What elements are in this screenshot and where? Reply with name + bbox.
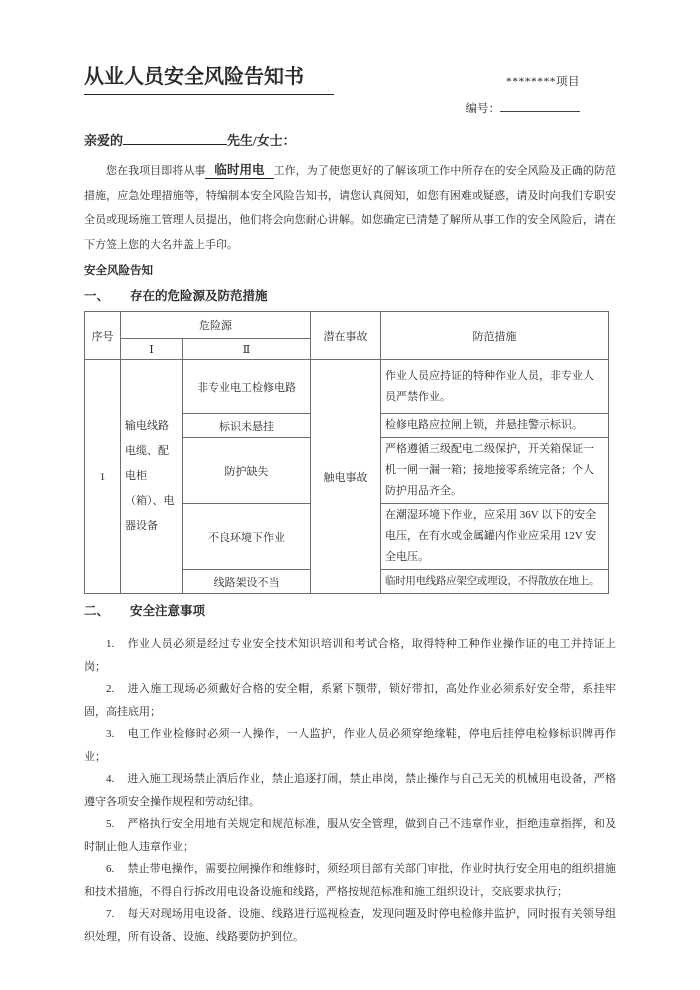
section2-title: 安全注意事项 <box>130 604 206 618</box>
table-header-row-1 <box>85 312 609 339</box>
col-header-hazard-ii: Ⅱ <box>183 339 311 360</box>
list-item <box>84 723 616 768</box>
item-number: 4. <box>106 773 115 785</box>
list-item <box>84 858 616 903</box>
safety-notes-list <box>84 633 616 948</box>
document-number-blank <box>500 99 580 112</box>
salutation-suffix: 先生/女士： <box>227 133 296 148</box>
col-header-seq: 序号 <box>85 312 121 360</box>
section1-numeral: 一、 <box>84 289 110 303</box>
item-number: 7. <box>106 908 115 920</box>
hazard-ii-cell: 不良环境下作业 <box>183 504 311 570</box>
list-item <box>84 678 616 723</box>
item-number: 3. <box>106 728 115 740</box>
section2-numeral: 二、 <box>84 604 110 618</box>
hazard-ii-cell: 标识未悬挂 <box>183 414 311 438</box>
item-text: 作业人员必须是经过专业安全技术知识培训和考试合格，取得特种工种作业操作证的电工并持证上岗； <box>84 638 616 673</box>
section1-title: 存在的危险源及防范措施 <box>130 289 268 303</box>
work-type-highlight: 临时用电 <box>205 163 273 179</box>
accident-cell: 触电事故 <box>311 360 381 594</box>
list-item <box>84 903 616 948</box>
list-item <box>84 768 616 813</box>
document-number-label: 编号： <box>465 103 500 115</box>
item-text: 进入施工现场禁止酒后作业，禁止追逐打闹，禁止串岗，禁止操作与自己无关的机械用电设备，严格遵守各项安全操作规程和劳动纪律。 <box>84 773 616 808</box>
list-item <box>84 633 616 678</box>
seq-cell: 1 <box>85 360 121 594</box>
hazard-ii-cell: 线路架设不当 <box>183 570 311 594</box>
intro-text-before: 您在我项目即将从事 <box>106 165 206 177</box>
col-header-hazard-i: Ⅰ <box>121 339 183 360</box>
col-header-measures: 防范措施 <box>381 312 609 360</box>
item-number: 2. <box>106 683 115 695</box>
col-header-hazard: 危险源 <box>121 312 311 339</box>
header-right-block <box>466 62 581 117</box>
page-title: 从业人员安全风险告知书 <box>84 62 334 95</box>
document-number-line <box>466 99 581 117</box>
name-blank <box>123 132 227 145</box>
item-text: 严格执行安全用地有关规定和规范标准，服从安全管理，做到自己不违章作业，拒绝违章指挥，和及时制止他人违章作业； <box>84 818 616 853</box>
notice-heading: 安全风险告知 <box>84 265 153 277</box>
item-text: 进入施工现场必须戴好合格的安全帽，系紧下颚带，锁好带扣，高处作业必须系好安全带，系挂牢固，高挂底用； <box>84 683 616 718</box>
measure-cell: 严格遵循三级配电二级保护，开关箱保证一机一闸一漏一箱；接地接零系统完备；个人防护用品齐全。 <box>381 438 609 504</box>
item-number: 6. <box>106 863 115 875</box>
col-header-accident: 潜在事故 <box>311 312 381 360</box>
item-text: 电工作业检修时必须一人操作，一人监护，作业人员必须穿绝缘鞋，停电后挂停电检修标识牌再作业； <box>84 728 616 763</box>
section1-heading <box>84 287 616 306</box>
list-item <box>84 813 616 858</box>
measure-cell: 作业人员应持证的特种作业人员，非专业人员严禁作业。 <box>381 360 609 414</box>
item-number: 5. <box>106 818 115 830</box>
project-label: ********项目 <box>506 76 580 88</box>
item-text: 每天对现场用电设备、设施、线路进行巡视检查，发现问题及时停电检修并监护，同时报有关领导组织处理，所有设备、设施、线路要防护到位。 <box>84 908 616 943</box>
hazard-table <box>84 311 609 594</box>
intro-text-after: 工作，为了使您更好的了解该项工作中所存在的安全风险及正确的防范措施，应急处理措施等，特编制本安全风险告知书，请您认真阅知，如您有困难或疑惑，请及时向我们专职安全员或现场施工管理人员提出，他们将会向您耐心讲解。如您确定已清楚了解所从事工作的安全风险后，请在下方签上您的大名并盖上手印。 <box>84 165 616 251</box>
document-header <box>84 62 616 117</box>
item-text: 禁止带电操作，需要拉闸操作和维修时，须经项目部有关部门审批，作业时执行安全用电的组织措施和技术措施，不得自行拆改用电设备设施和线路，严格按规范标准和施工组织设计，交底要求执行； <box>84 863 616 898</box>
salutation-line <box>84 131 616 151</box>
hazard-ii-cell: 非专业电工检修电路 <box>183 360 311 414</box>
item-number: 1. <box>106 638 115 650</box>
section2-heading <box>84 602 616 621</box>
measure-cell: 临时用电线路应架空或埋设，不得散放在地上。 <box>381 570 609 594</box>
measure-cell: 在潮湿环境下作业，应采用 36V 以下的安全电压，在有水或金属罐内作业应采用 12V 安全电压。 <box>381 504 609 570</box>
measure-cell: 检修电路应拉闸上锁，并悬挂警示标识。 <box>381 414 609 438</box>
salutation-prefix: 亲爱的 <box>84 133 124 148</box>
intro-paragraph <box>84 158 616 257</box>
hazard-ii-cell: 防护缺失 <box>183 438 311 504</box>
table-row <box>85 360 609 414</box>
hazard-i-cell: 输电线路电缆、配电柜（箱）、电器设备 <box>121 360 183 594</box>
